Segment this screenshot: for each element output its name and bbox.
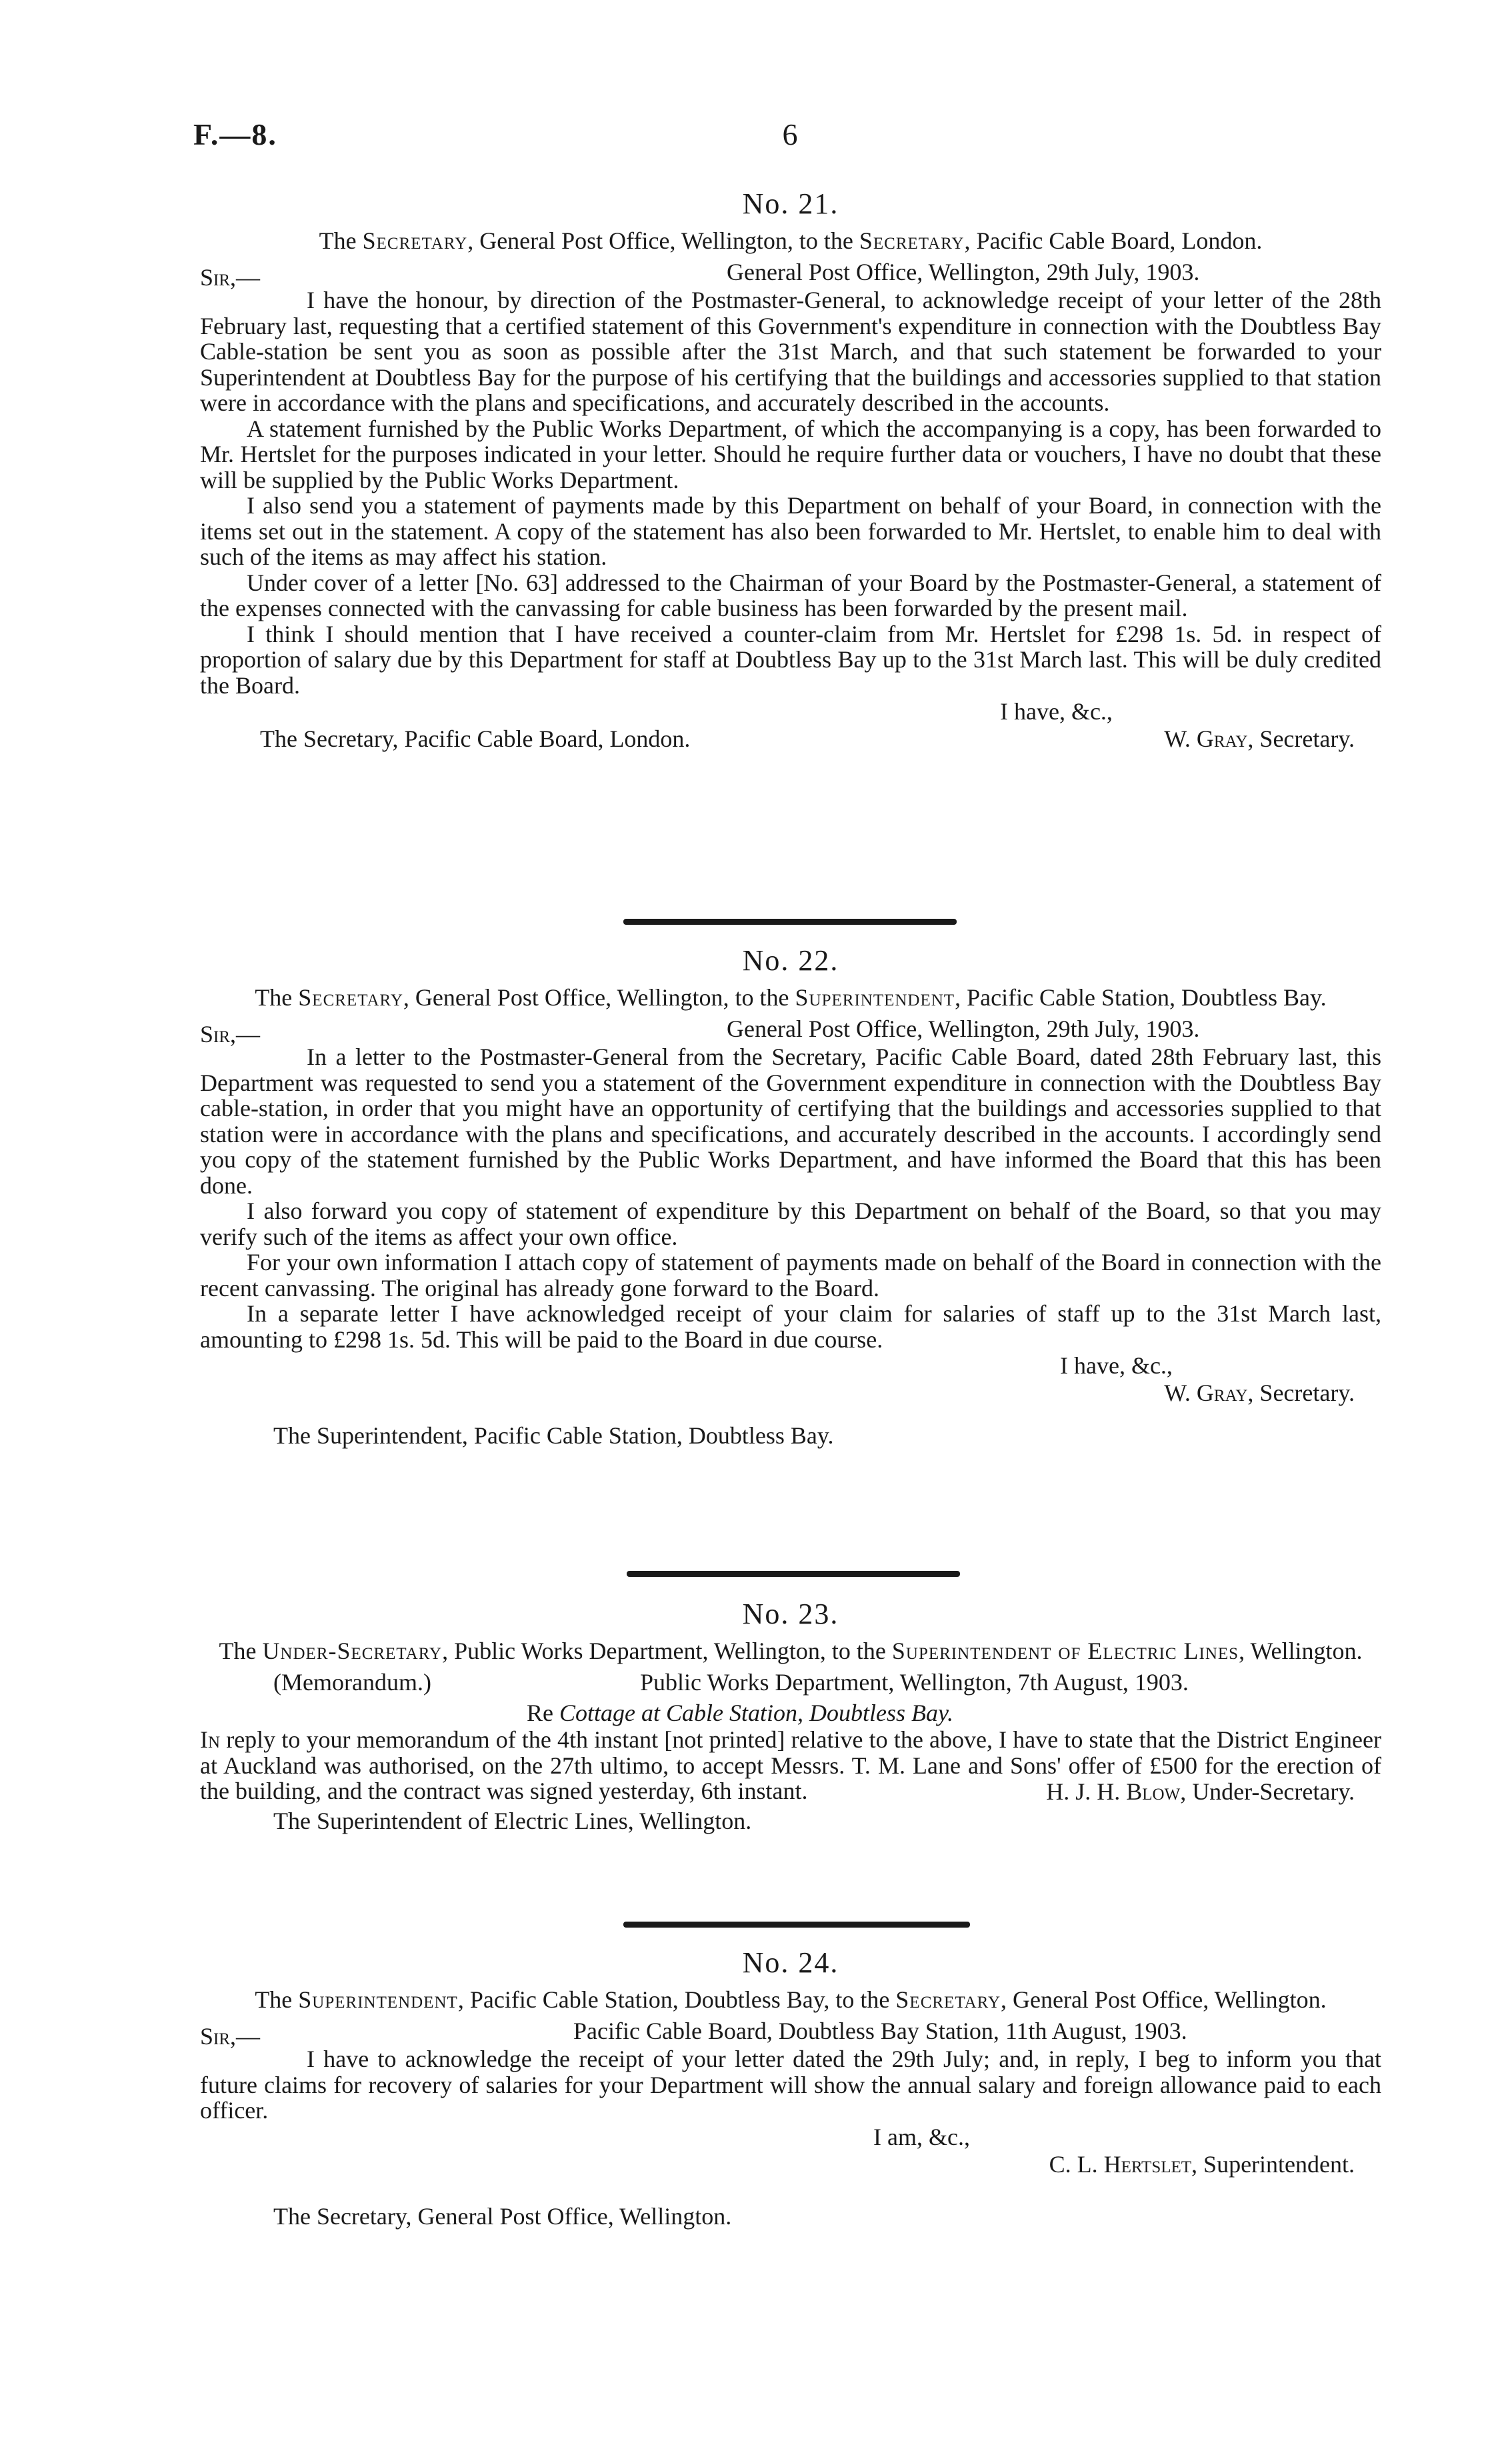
letter-date: General Post Office, Wellington, 29th July, 1903. bbox=[727, 1015, 1200, 1042]
paragraph: In reply to your memorandum of the 4th instant [not printed] relative to the above, I have to state that the District Engineer at Auckland was authorised, on the 27th ultimo, to accept Messrs. T. M. Lane and Sons' offer of £500 for the erection of the building, and the contract was signed yesterday, 6th instant. bbox=[200, 1726, 1381, 1804]
closing: I am, &c., bbox=[873, 2123, 970, 2150]
paragraph: I also forward you copy of statement of expenditure by this Department on behalf of the Board, so that you may verify such of the items as affect your own office. bbox=[200, 1197, 1381, 1250]
letter-heading: The Superintendent, Pacific Cable Station, Doubtless Bay, to the Secretary, General Post Office, Wellington. bbox=[255, 1986, 1327, 2013]
dateline bbox=[200, 1015, 1381, 1047]
subject-line: Re Cottage at Cable Station, Doubtless Bay. bbox=[527, 1700, 953, 1726]
signature: C. L. Hertslet, Superintendent. bbox=[1049, 2150, 1355, 2178]
letter-date: General Post Office, Wellington, 29th July, 1903. bbox=[727, 259, 1200, 285]
paragraph: I have to acknowledge the receipt of your letter dated the 29th July; and, in reply, I beg to inform you that future claims for recovery of salaries for your Department will show the annual salary and foreign allowance paid to each officer. bbox=[200, 2046, 1381, 2124]
signature: W. Gray, Secretary. bbox=[1164, 1380, 1355, 1406]
letter-no-23 bbox=[200, 1597, 1381, 1835]
letter-number: No. 21. bbox=[742, 187, 839, 220]
addressee: The Secretary, General Post Office, Wellington. bbox=[273, 2202, 732, 2230]
paragraph: Under cover of a letter [No. 63] addressed to the Chairman of your Board by the Postmaster-General, a statement of the expenses connected with the canvassing for cable business has been forwarded by the present mail. bbox=[200, 569, 1381, 621]
letter-no-21 bbox=[200, 187, 1381, 753]
signature: W. Gray, Secretary. bbox=[1164, 725, 1355, 752]
paragraph: In a separate letter I have acknowledged receipt of your claim for salaries of staff up to the 31st March last, amounting to £298 1s. 5d. This will be paid to the Board in due course. bbox=[200, 1300, 1381, 1353]
letter-heading: The Secretary, General Post Office, Wellington, to the Superintendent, Pacific Cable Station, Doubtless Bay. bbox=[255, 984, 1327, 1011]
dateline bbox=[200, 1668, 1381, 1699]
salutation: Sir,— bbox=[200, 1021, 261, 1047]
paragraph: A statement furnished by the Public Works Department, of which the accompanying is a copy, has been forwarded to Mr. Hertslet for the purposes indicated in your letter. Should he require further data or vouchers, I have no doubt that these will be supplied by the Public Works Department. bbox=[200, 415, 1381, 493]
page-number: 6 bbox=[782, 117, 798, 151]
signature: H. J. H. Blow, Under-Secretary. bbox=[1046, 1778, 1355, 1805]
addressee: The Secretary, Pacific Cable Board, London. bbox=[260, 725, 691, 752]
signature-line bbox=[200, 1379, 1381, 1407]
letter-date: Pacific Cable Board, Doubtless Bay Station, 11th August, 1903. bbox=[573, 2018, 1187, 2044]
addressee: The Superintendent of Electric Lines, Wellington. bbox=[273, 1807, 752, 1834]
letter-number: No. 24. bbox=[742, 1946, 839, 1979]
salutation: Sir,— bbox=[200, 264, 261, 291]
paragraph: For your own information I attach copy of statement of payments made on behalf of the Board in connection with the recent canvassing. The original has already gone forward to the Board. bbox=[200, 1249, 1381, 1302]
letter-heading: The Under-Secretary, Public Works Department, Wellington, to the Superintendent of Electric Lines, Wellington. bbox=[219, 1638, 1363, 1664]
salutation: Sir,— bbox=[200, 2023, 261, 2050]
paragraph: I have the honour, by direction of the Postmaster-General, to acknowledge receipt of your letter of the 28th February last, requesting that a certified statement of this Government's expenditure in connection with the Doubtless Bay Cable-station be sent you as soon as possible after the 31st March, and that such statement be forwarded to your Superintendent at Doubtless Bay for the purpose of his certifying that the buildings and accessories supplied to that station were in accordance with the plans and specifications, and accurately described in the accounts. bbox=[200, 287, 1381, 416]
memorandum-label: (Memorandum.) bbox=[273, 1669, 431, 1696]
running-head bbox=[193, 117, 1387, 157]
letter-number: No. 23. bbox=[742, 1598, 839, 1630]
dateline bbox=[200, 2017, 1381, 2050]
dateline bbox=[200, 258, 1381, 291]
letter-no-24 bbox=[200, 1946, 1381, 2230]
letter-no-22 bbox=[200, 943, 1381, 1450]
section-divider bbox=[623, 1922, 970, 1928]
letter-date: Public Works Department, Wellington, 7th August, 1903. bbox=[640, 1669, 1189, 1696]
closing: I have, &c., bbox=[1000, 698, 1113, 725]
signature-line bbox=[200, 1778, 1381, 1806]
letter-number: No. 22. bbox=[742, 944, 839, 977]
signature-line bbox=[200, 725, 1381, 753]
signature-line bbox=[200, 2150, 1381, 2178]
section-divider bbox=[627, 1571, 960, 1577]
section-divider bbox=[623, 919, 957, 925]
document-reference: F.—8. bbox=[193, 117, 277, 151]
paragraph: I think I should mention that I have received a counter-claim from Mr. Hertslet for £298 1s. 5d. in respect of proportion of salary due by this Department for staff at Doubtless Bay up to the 31st March last. This will be duly credited the Board. bbox=[200, 620, 1381, 699]
closing: I have, &c., bbox=[1060, 1352, 1173, 1379]
paragraph: In a letter to the Postmaster-General from the Secretary, Pacific Cable Board, dated 28th February last, this Department was requested to send you a statement of the Government expenditure in connection with the Doubtless Bay cable-station, in order that you might have an opportunity of certifying that the buildings and accessories supplied to that station were in accordance with the plans and specifications, and accurately described in the accounts. I accordingly send you copy of the statement furnished by the Public Works Department, and have informed the Board that this has been done. bbox=[200, 1043, 1381, 1199]
paragraph: I also send you a statement of payments made by this Department on behalf of your Board, in connection with the items set out in the statement. A copy of the statement has also been forwarded to Mr. Hertslet, to enable him to deal with such of the items as may affect his station. bbox=[200, 492, 1381, 570]
letter-heading: The Secretary, General Post Office, Wellington, to the Secretary, Pacific Cable Board, London. bbox=[319, 227, 1263, 254]
addressee: The Superintendent, Pacific Cable Station, Doubtless Bay. bbox=[273, 1422, 834, 1449]
